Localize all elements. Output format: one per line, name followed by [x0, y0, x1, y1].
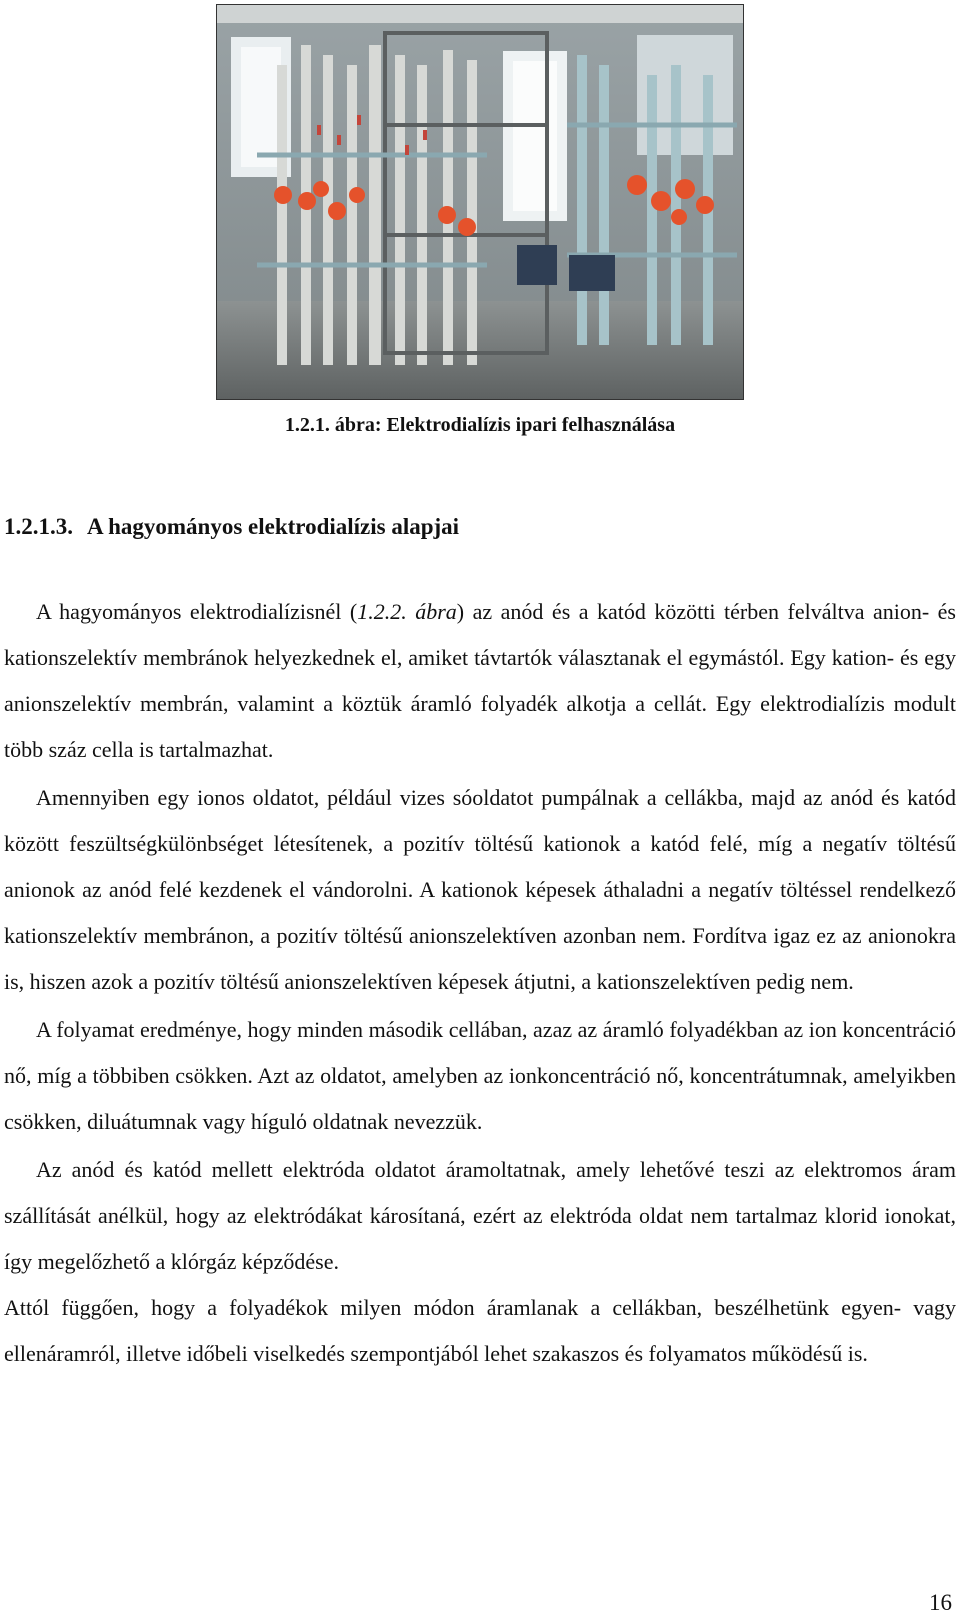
paragraph-4: Az anód és katód mellett elektróda oldatot áramoltatnak, amely lehetővé teszi az elektromos áram szállítását anélkül, hogy az elektródákat károsítaná, ezért az elektróda oldat nem tartalmaz klorid ionokat, így megelőzhető a klórgáz képződése.: [4, 1157, 956, 1274]
page-number: 16: [929, 1590, 952, 1615]
section-heading: [4, 514, 459, 540]
figure-reference: 1.2.2. ábra: [357, 599, 457, 624]
paragraph-1-rest: ) az anód és a katód közötti térben felváltva anion- és kationszelektív membránok helyezkednek el, amiket távtartók választanak el egymástól. Egy kation- és egy anionszelektív membrán, valamint a köztük áramló folyadék alkotja a cellát. Egy elektrodialízis modult több száz cella is tartalmazhat.: [4, 599, 956, 762]
section-number: 1.2.1.3.: [4, 514, 73, 539]
section-title: A hagyományos elektrodialízis alapjai: [87, 514, 460, 539]
figure-photo-electrodialysis-plant: [216, 4, 744, 400]
paragraph-5: Attól függően, hogy a folyadékok milyen módon áramlanak a cellákban, beszélhetünk egyen- vagy ellenáramról, illetve időbeli viselkedés szempontjából lehet szakaszos és folyamatos működésű is.: [4, 1295, 956, 1366]
paragraph-1-lead: A hagyományos elektrodialízisnél (: [36, 599, 358, 624]
paragraph-3: A folyamat eredménye, hogy minden második cellában, azaz az áramló folyadékban az ion koncentráció nő, míg a többiben csökken. Azt az oldatot, amelyben az ionkoncentráció nő, koncentrátumnak, amelyikben csökken, diluátumnak vagy hígulό oldatnak nevezzük.: [4, 1017, 956, 1134]
figure-caption: 1.2.1. ábra: Elektrodialízis ipari felhasználása: [284, 414, 676, 436]
paragraph-1: [4, 589, 956, 773]
electrodialysis-plant-illustration: [217, 5, 743, 399]
paragraph-2: Amennyiben egy ionos oldatot, például vizes sóoldatot pumpálnak a cellákba, majd az anód és katód között feszültségkülönbséget létesítenek, a pozitív töltésű kationok a katód felé, míg a negatív töltésű anionok az anód felé kezdenek el vándorolni. A kationok képesek áthaladni a negatív töltéssel rendelkező kationszelektív membránon, a pozitív töltésű anionszelektíven azonban nem. Fordítva igaz ez az anionokra is, hiszen azok a pozitív töltésű anionszelektíven képesek átjutni, a kationszelektíven pedig nem.: [4, 785, 956, 994]
body-text: [4, 589, 956, 1377]
